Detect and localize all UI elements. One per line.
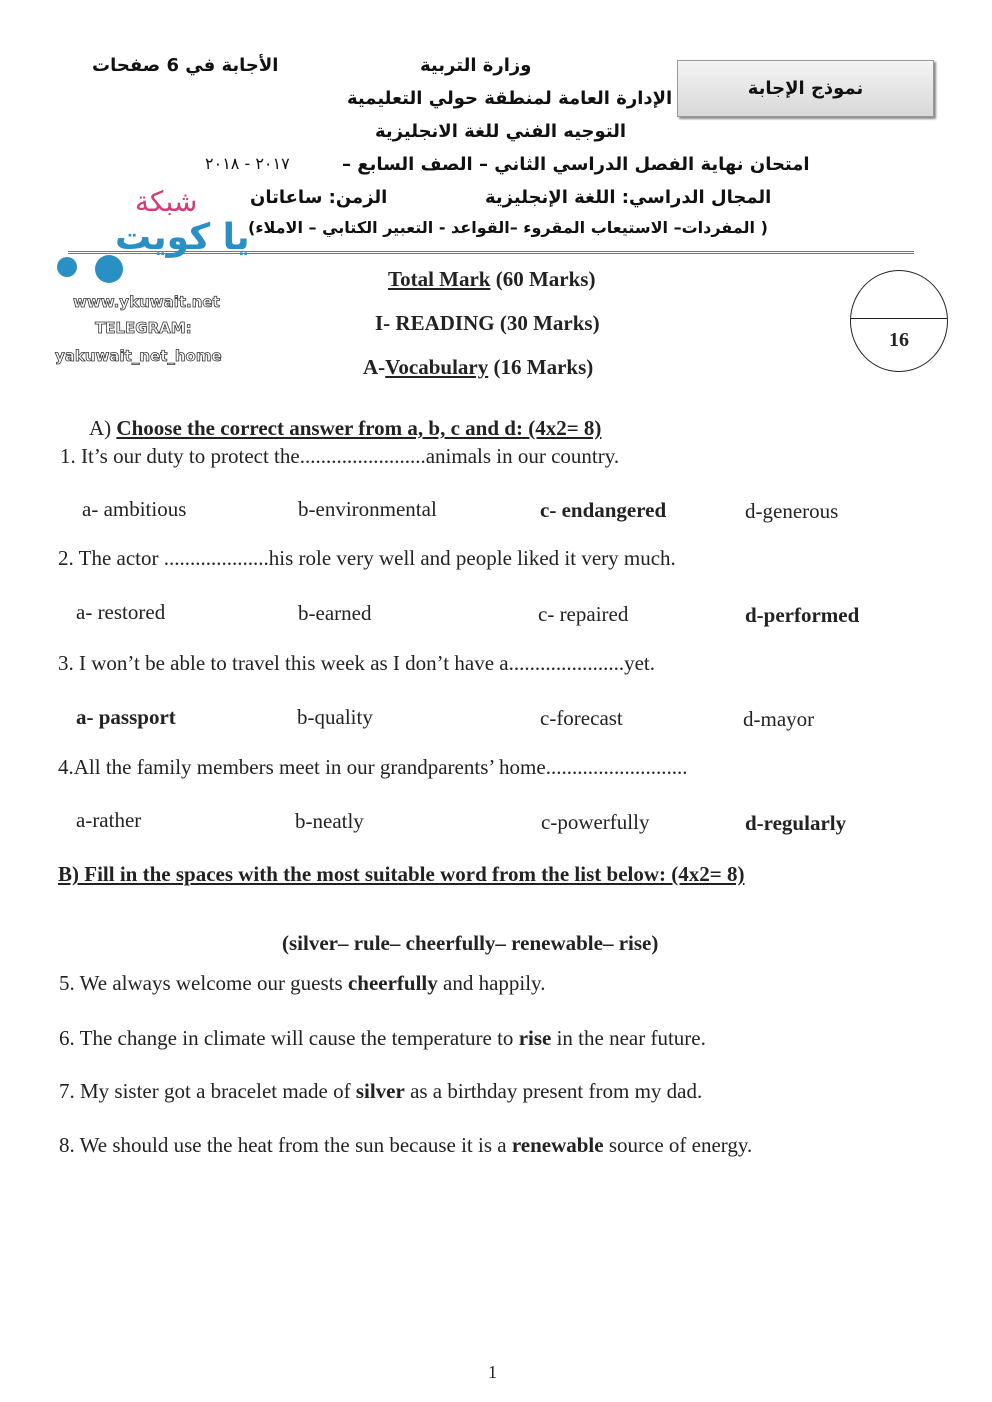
score-circle — [850, 270, 948, 372]
part-a-instruction: A) Choose the correct answer from a, b, c and d: (4x2= 8) — [89, 416, 602, 440]
option: d-mayor — [743, 707, 815, 731]
option: a- ambitious — [82, 497, 187, 521]
logo-top: شبكة — [135, 185, 198, 218]
option: a-rather — [76, 808, 142, 832]
option: b-neatly — [295, 809, 364, 833]
exam-sections: ( المفردات– الاستيعاب المقروء –القواعد - التعبير الكتابي – الاملاء) — [248, 218, 768, 237]
logo-dot-icon — [95, 255, 123, 283]
total-mark: Total Mark (60 Marks) — [388, 267, 596, 291]
option: b-environmental — [298, 497, 437, 521]
option: c- repaired — [538, 602, 629, 626]
logo-dot-icon — [57, 257, 77, 277]
option: d-generous — [745, 499, 839, 523]
option: b-quality — [297, 705, 373, 729]
option: b-earned — [298, 601, 372, 625]
question-4: 4.All the family members meet in our grandparents’ home........................... — [58, 755, 688, 779]
sentence-8: 8. We should use the heat from the sun because it is a renewable source of energy. — [59, 1133, 753, 1157]
option: c-forecast — [540, 706, 623, 730]
option-correct: c- endangered — [540, 498, 667, 522]
exam-time: الزمن: ساعاتان — [250, 187, 388, 208]
option-correct: a- passport — [76, 705, 176, 729]
directorate: الإدارة العامة لمنطقة حولي التعليمية — [347, 88, 673, 109]
sentence-6: 6. The change in climate will cause the temperature to rise in the near future. — [59, 1026, 706, 1050]
pages-note: الأجابة في 6 صفحات — [92, 55, 279, 76]
option: c-powerfully — [541, 810, 650, 834]
subject: المجال الدراسي: اللغة الإنجليزية — [485, 187, 772, 208]
part-b-instruction: B) Fill in the spaces with the most suitable word from the list below: (4x2= 8) — [58, 862, 745, 886]
header-divider — [68, 251, 914, 254]
logo — [55, 185, 250, 370]
logo-handle: yakuwait_net_home — [55, 347, 222, 365]
logo-main: يا كويت — [115, 217, 250, 258]
exam-year: ٢٠١٧ - ٢٠١٨ — [205, 154, 290, 173]
logo-telegram: TELEGRAM: — [95, 319, 192, 337]
reading-title: I- READING (30 Marks) — [375, 311, 600, 335]
model-answer-box — [677, 60, 934, 117]
word-list: (silver– rule– cheerfully– renewable– rise) — [282, 931, 659, 955]
option-correct: d-regularly — [745, 811, 847, 835]
page-number: 1 — [488, 1362, 497, 1382]
option-correct: d-performed — [745, 603, 860, 627]
question-2: 2. The actor ....................his role very well and people liked it very much. — [58, 546, 676, 570]
exam-title: امتحان نهاية الفصل الدراسي الثاني – الصف السابع – — [342, 154, 810, 175]
ministry: وزارة التربية — [420, 55, 532, 76]
logo-site: www.ykuwait.net — [73, 293, 220, 311]
option: a- restored — [76, 600, 166, 624]
sentence-5: 5. We always welcome our guests cheerfully and happily. — [59, 971, 546, 995]
supervision: التوجيه الفني للغة الانجليزية — [375, 121, 627, 142]
model-answer-label: نموذج الإجابة — [747, 78, 864, 99]
question-3: 3. I won’t be able to travel this week as I don’t have a......................yet. — [58, 651, 655, 675]
vocab-title: A-Vocabulary (16 Marks) — [363, 355, 594, 379]
question-1: 1. It’s our duty to protect the........................animals in our country. — [60, 444, 620, 468]
score-value: 16 — [889, 329, 909, 351]
sentence-7: 7. My sister got a bracelet made of silver as a birthday present from my dad. — [59, 1079, 703, 1103]
